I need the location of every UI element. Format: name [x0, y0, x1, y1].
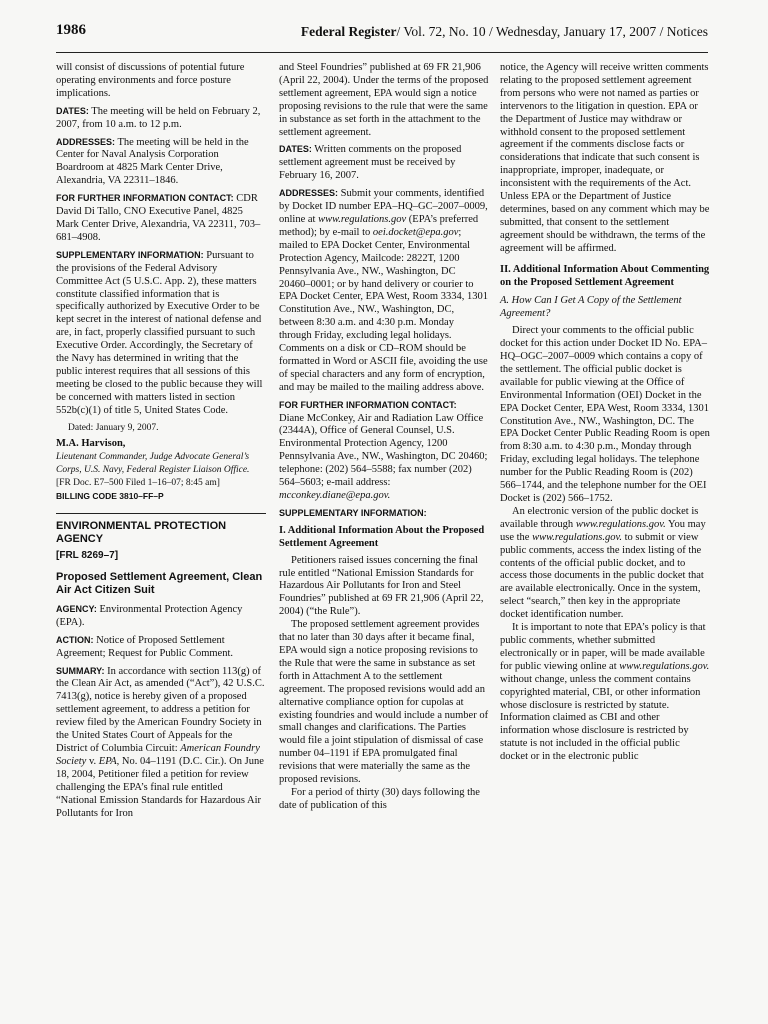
case-name: American Foundry Society — [56, 742, 260, 767]
contact-label: FOR FURTHER INFORMATION CONTACT: — [279, 399, 457, 410]
addresses-text: The meeting will be held in the Center for Naval Analysis Corporation Boardroom at 4825 Mark Center Drive, Alexandria, VA 22311–1846. — [56, 136, 249, 187]
billing-code: BILLING CODE 3810–FF–P — [56, 491, 164, 502]
supplementary-label: SUPPLEMENTARY INFORMATION: — [279, 507, 427, 518]
contact-email-link[interactable]: mcconkey.diane@epa.gov. — [279, 490, 391, 501]
supplementary-label: SUPPLEMENTARY INFORMATION: — [56, 249, 204, 260]
fr-doc-line: [FR Doc. E7–500 Filed 1–16–07; 8:45 am] — [56, 478, 220, 489]
signer-name: M.A. Harvison, — [56, 438, 126, 450]
page-header — [56, 14, 708, 53]
summary-continued: and Steel Foundries” published at 69 FR 21,906 (April 22, 2004). Under the terms of the proposed settlement agreement, EPA would sign a notice proposing revisions to the rule that were the same in substance as set forth in the attachment to the settlement agreement. — [279, 62, 489, 138]
summary-text-a: In accordance with section 113(g) of the Clean Air Act, as amended (“Act”), 42 U.S.C. 7413(g), notice is hereby given of a proposed settlement agreement, to address a petition for review filed by the American Foundry Society in the United States Court of Appeals for the District of Columbia Circuit: — [56, 665, 265, 754]
issue-info: / Vol. 72, No. 10 / Wednesday, January 17, 2007 / Notices — [396, 24, 708, 39]
text: You may use the — [500, 518, 706, 543]
contact-label-line — [279, 399, 489, 413]
regulations-link[interactable]: www.regulations.gov. — [532, 531, 623, 543]
continued-text: will consist of discussions of potential future operating environments and force posture implications. — [56, 62, 245, 99]
dates-paragraph — [279, 143, 489, 183]
paragraph-continued: notice, the Agency will receive written comments relating to the proposed settlement agreement from persons who were not named as parties or intervenors to the litigation in question. EPA or the Department of Justice may withdraw or withhold consent to the proposed settlement agreement if the comments disclose facts or considerations that indicate that such consent is inappropriate, improper, inadequate, or inconsistent with the requirements of the Act. Unless EPA or the Department of Justice determines, based on any comment which may be submitted, that consent to the settlement agreement should be withdrawn, the terms of the agreement will be affirmed. — [500, 62, 710, 254]
paragraph: The proposed settlement agreement provides that no later than 30 days after it became final, EPA would sign a notice proposing revisions to the Rule that were the same in substance as set forth in Attachment A to the settlement agreement. The proposed revisions would add an alternative compliance option for cupolas at existing foundries and would include a number of small changes and clarifications. The Parties would file a joint stipulation of dismissal of case number 04–1191 if EPA promulgated final revisions that were materially the same as the proposed revisions. — [279, 619, 489, 786]
subsection-a-heading: A. How Can I Get A Copy of the Settlement Agreement? — [500, 295, 682, 320]
signer-title: Lieutenant Commander, Judge Advocate General’s Corps, U.S. Navy, Federal Register Liaison Office. — [56, 452, 250, 476]
dates-text: The meeting will be held on February 2, 2007, from 10 a.m. to 12 p.m. — [56, 105, 261, 130]
agency-heading: ENVIRONMENTAL PROTECTION AGENCY — [56, 520, 227, 545]
contact-paragraph — [56, 192, 266, 245]
section-1-heading: I. Additional Information About the Proposed Settlement Agreement — [279, 524, 485, 549]
case-respondent: EPA — [98, 755, 117, 767]
summary-label: SUMMARY: — [56, 665, 105, 676]
addresses-text-c: ; mailed to EPA Docket Center, Environmental Protection Agency, Mailcode: 2822T, 1200 Pennsylvania Ave., NW., Washington, DC 20460–0001; or by hand delivery or courier to EPA Docket Center, EPA West, Room 3334, 1301 Constitution Ave., NW., Washington, DC, between 8:30 a.m. and 4:30 p.m. Monday through Friday, excluding legal holidays. Comments on a disk or CD–ROM should be formatted in Word or ASCII file, avoiding the use of special characters and any form of encryption, and may be mailed to the mailing address above. — [279, 226, 488, 393]
summary-paragraph — [56, 665, 266, 821]
regulations-link[interactable]: www.regulations.gov — [318, 213, 407, 225]
supplementary-text: Pursuant to the provisions of the Federal Advisory Committee Act (5 U.S.C. App. 2), these matters constitute classified information that is specifically authorized by Executive Order to be kept secret in the interest of national defense and are, in fact, properly classified pursuant to such Executive Order. Accordingly, the Secretary of the Navy has determined in writing that the public interest requires that all sessions of this meeting be closed to the public because they will be concerned with matters listed in section 552b(c)(1) of title 5, United States Code. — [56, 249, 263, 416]
regulations-link[interactable]: www.regulations.gov. — [575, 518, 666, 530]
action-text: Notice of Proposed Settlement Agreement; Request for Public Comment. — [56, 634, 234, 659]
agency-label: AGENCY: — [56, 603, 97, 614]
text: without change, unless the comment contains copyrighted material, CBI, or other information whose disclosure is restricted by statute. Information claimed as CBI and other information whose disclosure is restricted by statute is not included in the official public docket or in the electronic public — [500, 673, 701, 763]
paragraph — [500, 622, 710, 764]
dates-label: DATES: — [279, 144, 312, 155]
dates-text: Written comments on the proposed settlement agreement must be received by February 16, 2007. — [279, 144, 462, 182]
column-1 — [56, 62, 266, 820]
contact-label: FOR FURTHER INFORMATION CONTACT: — [56, 193, 234, 204]
paragraph: Direct your comments to the official public docket for this action under Docket ID No. EPA–HQ–OGC–2007–0009 which contains a copy of the settlement. The official public docket is available for public viewing at the Office of Environmental Information (OEI) Docket in the EPA Docket Center, EPA West, Room 3334, 1301 Constitution Ave., NW., Washington, DC. The EPA Docket Center Public Reading Room is open from 8:30 a.m. to 4:30 p.m., Monday through Friday, excluding legal holidays. The telephone number for the Public Reading Room is (202) 566–1744, and the telephone number for the OEI Docket is (202) 566–1752. — [500, 325, 710, 504]
publication-name: Federal Register — [300, 24, 397, 39]
dated-line: Dated: January 9, 2007. — [68, 422, 159, 433]
addresses-paragraph — [56, 136, 266, 189]
supplementary-paragraph — [56, 249, 266, 418]
agency-text: Environmental Protection Agency (EPA). — [56, 603, 243, 628]
paragraph: Petitioners raised issues concerning the final rule entitled “National Emission Standards for Hazardous Air Pollutants for Iron and Steel Foundries” published at 69 FR 21,906 (April 22, 2004) (“the Rule”). — [279, 554, 484, 618]
column-3 — [500, 62, 710, 764]
addresses-label: ADDRESSES: — [279, 188, 339, 199]
section-2-heading: II. Additional Information About Commenting on the Proposed Settlement Agreement — [500, 263, 710, 288]
regulations-link[interactable]: www.regulations.gov. — [619, 660, 710, 672]
dates-label: DATES: — [56, 105, 89, 116]
running-head — [301, 24, 708, 40]
action-label: ACTION: — [56, 634, 94, 645]
addresses-label: ADDRESSES: — [56, 136, 116, 147]
dates-paragraph — [56, 105, 266, 132]
docket-email-link[interactable]: oei.docket@epa.gov — [372, 226, 459, 238]
column-2 — [279, 62, 489, 813]
supplementary-label-line — [279, 507, 489, 521]
contact-text: Diane McConkey, Air and Radiation Law Office (2344A), Office of General Counsel, U.S. Environmental Protection Agency, 1200 Pennsylvania Ave., NW., Washington, DC 20460; telephone: (202) 564–5588; fax number (202) 564–5603; e-mail address: — [279, 412, 488, 489]
text: It is important to note that EPA’s policy is that public comments, whether submitted electronically or in paper, will be made available for public viewing online at — [500, 622, 706, 672]
summary-text-b: , No. 04–1191 (D.C. Cir.). On June 18, 2004, Petitioner filed a petition for review challenging the EPA’s final rule entitled “National Emission Standards for Hazardous Air Pollutants for Iron — [56, 755, 264, 819]
contact-text: CDR David Di Tallo, CNO Executive Panel, 4825 Mark Center Drive, Alexandria, VA 22311, 703–681–4908. — [56, 193, 261, 243]
text: An electronic version of the public docket is available through — [500, 505, 699, 530]
document-title: Proposed Settlement Agreement, Clean Air Act Citizen Suit — [56, 570, 263, 596]
case-versus: v. — [86, 755, 99, 767]
frl-number: [FRL 8269–7] — [56, 550, 119, 561]
agency-paragraph — [56, 603, 266, 630]
action-paragraph — [56, 634, 266, 661]
addresses-paragraph — [279, 187, 489, 395]
paragraph: For a period of thirty (30) days following the date of publication of this — [279, 786, 480, 811]
paragraph — [500, 506, 710, 622]
page-number: 1986 — [56, 22, 86, 38]
addresses-text-b: (EPA’s preferred method); by e-mail to — [279, 213, 479, 238]
addresses-text-a: Submit your comments, identified by Docket ID number EPA–HQ–GC–2007–0009, online at — [279, 188, 488, 225]
text: to submit or view public comments, access the index listing of the contents of the official public docket, and to access those documents in the public docket that are available electronically. Once in the system, select “search,” then key in the appropriate docket identification number. — [500, 531, 704, 621]
section-divider — [56, 513, 266, 514]
